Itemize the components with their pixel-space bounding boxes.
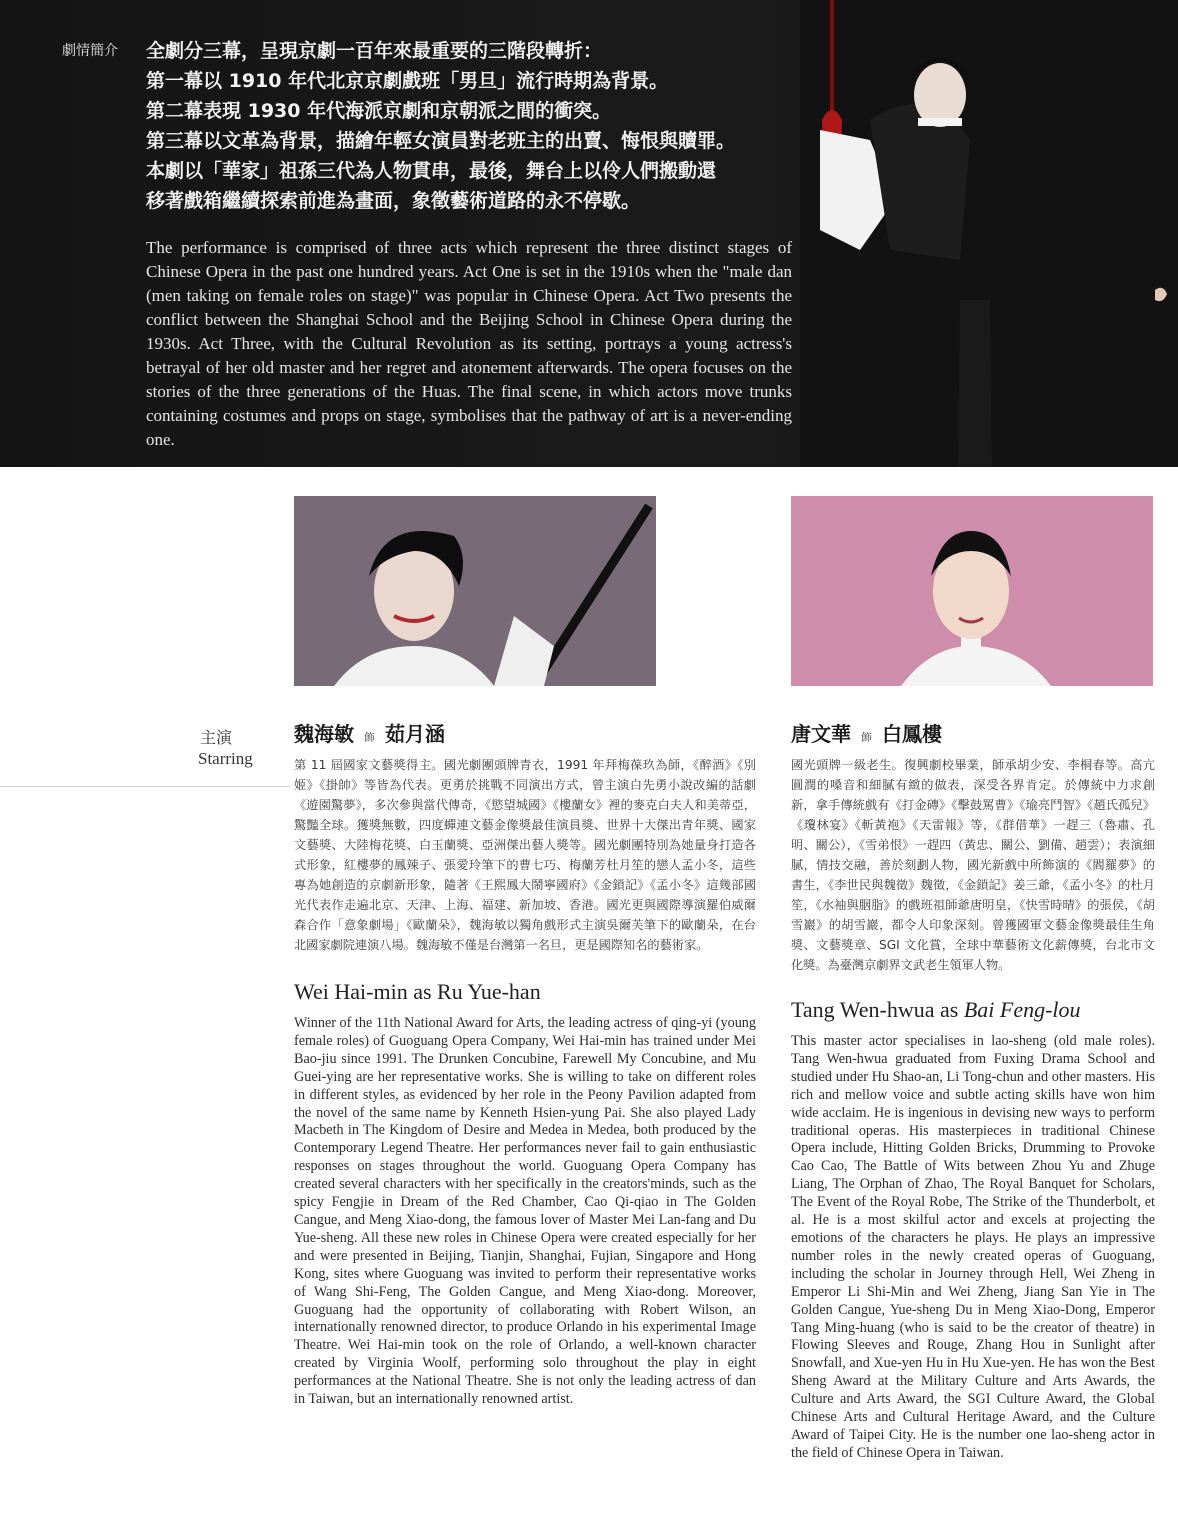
synopsis-chinese [146,36,806,216]
actor-name-en: Tang Wen-hwua as [791,997,964,1022]
divider [0,786,290,787]
starring-label-en: Starring [198,749,253,768]
synopsis-zh-line: 全劇分三幕，呈現京劇一百年來最重要的三階段轉折： [146,40,603,62]
role-name-zh: 白鳳樓 [882,722,942,746]
actor-name-zh: 魏海敏 [294,722,354,746]
opera-performer-photo [800,0,1178,467]
cast-name-zh [791,718,1155,747]
synopsis-zh-line: 第二幕表現 1930 年代海派京劇和京朝派之間的衝突。 [146,100,612,122]
actor-name-en: Wei Hai-min as [294,979,438,1004]
synopsis-zh-line: 移著戲箱繼續探索前進為畫面，象徵藝術道路的永不停歇。 [146,190,641,212]
tang-wen-hwua-portrait [791,496,1153,686]
role-name-en: Bai Feng-lou [963,997,1081,1022]
cast-heading-en [791,997,1155,1023]
cast-entry-tang-wen-hwua [791,718,1155,1463]
wei-hai-min-portrait [294,496,656,686]
starring-label-zh: 主演 [200,728,233,747]
bio-zh: 國光頭牌一級老生。復興劇校畢業，師承胡少安、李桐春等。高亢圓潤的嗓音和細膩有緻的做表，深受各界肯定。於傳統中力求創新，拿手傳統戲有《打金磚》《擊鼓罵曹》《瑜亮鬥智》《趙氏孤兒》《瓊林宴》《斬黃袍》《天雷報》等，《群借華》一趕三（魯肅、孔明、關公），《雪弟恨》一趕四（黃忠、關公、劉備、趙雲）；表演細膩，情技交融，善於刻劃人物，國光新戲中所飾演的《閻羅夢》的書生，《李世民與魏徵》魏徵，《金鎖記》姜三爺，《孟小冬》的杜月笙，《水袖與胭脂》的戲班祖師爺唐明皇，《快雪時晴》的張侯，《胡雪巖》的胡雪巖，都令人印象深刻。曾獲國軍文藝金像獎最佳生角獎、文藝獎章、SGI 文化賞，全球中華藝術文化薪傳獎，台北市文化獎。為臺灣京劇界文武老生領軍人物。 [791,758,1155,972]
actor-name-zh: 唐文華 [791,722,851,746]
synopsis-zh-line: 第一幕以 1910 年代北京京劇戲班「男旦」流行時期為背景。 [146,70,669,92]
synopsis-english: The performance is comprised of three acts which represent the three distinct stages of Chinese Opera in the past one hundred years. Act One is set in the 1910s when the "male dan (men taking on female roles on stage)" was popular in Chinese Opera. Act Two presents the conflict between the Shanghai School and the Beijing School in Chinese Opera during the 1930s. Act Three, with the Cultural Revolution as its setting, portrays a young actress's betrayal of her old master and her regret and atonement afterwards. The opera focuses on the stories of the three generations of the Huas. The final scene, in which actors move trunks containing costumes and props on stage, symbolises that the pathway of art is a never-ending one. [146,238,792,449]
synopsis-label: 劇情簡介 [62,43,118,59]
role-name-zh: 茹月涵 [385,722,445,746]
synopsis-banner [0,0,1178,467]
synopsis-zh-line: 本劇以「華家」祖孫三代為人物貫串，最後，舞台上以伶人們搬動還 [146,160,717,182]
cast-heading-en [294,979,756,1005]
as-label: 飾 [861,731,872,744]
cast-entry-wei-hai-min [294,718,756,1409]
role-name-en: Ru Yue-han [437,979,541,1004]
bio-en: This master actor specialises in lao-sheng (old male roles). Tang Wen-hwua graduated from Fuxing Drama School and studied under Hu Shao-an, Li Tong-chun and other masters. His rich and mellow voice and subtle acting skills have won him wide acclaim. He is ingenious in devising new ways to perform traditional operas. His masterpieces in traditional Chinese Opera include, Hitting Golden Bricks, Drumming to Provoke Cao Cao, The Battle of Wits between Zhou Yu and Zhuge Liang, The Orphan of Zhao, The Royal Banquet for Scholars, The Event of the Royal Robe, The Strike of the Thunderbolt, et al. He is a most skilful actor and excels at projecting the emotions of the characters he plays. He plays an impressive number roles in the newly created operas of Guoguang, including the scholar in Journey through Hell, Wei Zheng in Emperor Li Shi-Min and Wei Zheng, Jiang San Yie in The Golden Cangue, Yue-sheng Du in Meng Xiao-Dong, Emperor Tang Ming-huang (who is said to be the creator of theatre) in Flowing Sleeves and Rouge, Zhang Hou in Sunlight after Snowfall, and Xue-yen Hu in Hu Xue-yen. He has won the Best Sheng Award at the Military Culture and Arts Awards, the Culture and Arts Award, the SGI Culture Award, the Global Chinese Arts and Cultural Heritage Award, and the Culture Award of Taipei City. He is the number one lao-sheng actor in the field of Chinese Opera in Taiwan. [791,1033,1155,1461]
bio-zh: 第 11 屆國家文藝獎得主。國光劇團頭牌青衣，1991 年拜梅葆玖為師，《醉酒》《別姬》《掛帥》等皆為代表。更勇於挑戰不同演出方式，曾主演白先勇小說改編的話劇《遊園驚夢》，多次參與當代傳奇，《慾望城國》《樓蘭女》裡的麥克白夫人和美蒂亞，驚豔全球。獲獎無數，四度蟬連文藝金像獎最佳演員獎、世界十大傑出青年獎、國家文藝獎、大陸梅花獎、白玉蘭獎、亞洲傑出藝人獎等。國光劇團特別為她量身打造各式形象，紅樓夢的鳳辣子、張愛玲筆下的曹七巧、梅蘭芳杜月笙的戀人孟小冬，這些專為她創造的京劇新形象，隨著《王熙鳳大鬧寧國府》《金鎖記》《孟小冬》這幾部國光代表作走遍北京、天津、上海、福建、新加坡、香港。國光更與國際導演羅伯威爾森合作「意象劇場」《歐蘭朵》，魏海敏以獨角戲形式主演吳爾芙筆下的歐蘭朵，在台北國家劇院連演八場。魏海敏不僅是台灣第一名旦，更是國際知名的藝術家。 [294,758,756,952]
synopsis-zh-line: 第三幕以文革為背景，描繪年輕女演員對老班主的出賣、悔恨與贖罪。 [146,130,736,152]
bio-en: Winner of the 11th National Award for Arts, the leading actress of qing-yi (young female roles) of Guoguang Opera Company, Wei Hai-min has trained under Mei Bao-jiu since 1991. The Drunken Concubine, Farewell My Concubine, and Mu Guei-ying are her representative works. She is willing to take on different roles in different styles, as evidenced by her role in the Peony Pavilion adapted from the novel of the same name by Kenneth Hsien-yung Pai. She also played Lady Macbeth in The Kingdom of Desire and Medea in Medea, both produced by the Contemporary Legend Theatre. Her performances never fail to gain enthusiastic responses on stages throughout the world. Guoguang Opera Company has created several characters with her specifically in the creators'minds, such as the spicy Fengjie in Dream of the Red Chamber, Cao Qi-qiao in The Golden Cangue, and Meng Xiao-dong, the famous lover of Master Mei Lan-fang and Du Yue-sheng. All these new roles in Chinese Opera were created especially for her and were presented in Beijing, Tianjin, Shanghai, Fujian, Singapore and Hong Kong, sites where Guoguang was invited to perform their representative works of Wang Shi-Feng, The Golden Cangue, and Meng Xiao-dong. Moreover, Guoguang had the opportunity of collaborating with Robert Wilson, an internationally renowned director, to produce Orlando in his experimental Image Theatre. Wei Hai-min took on the role of Orlando, a well-known character created by Virginia Woolf, performing solo throughout the play in eight performances at the National Theatre. She is not only the leading actress of dan in Taiwan, but an internationally renowned artist. [294,1015,756,1408]
cast-name-zh [294,718,756,747]
as-label: 飾 [364,731,375,744]
